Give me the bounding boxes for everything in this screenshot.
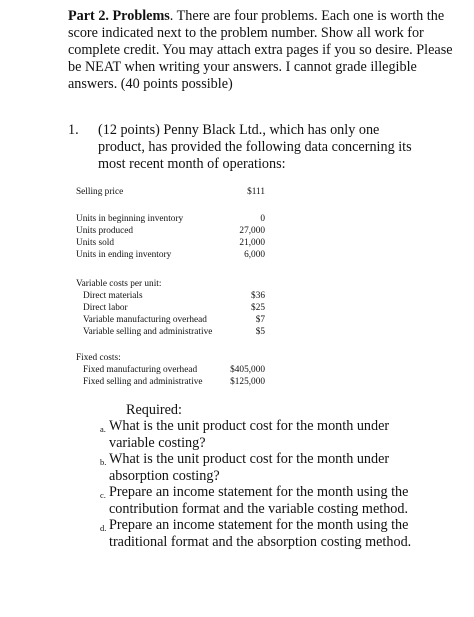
variable-mfg-overhead-label: Variable manufacturing overhead	[83, 315, 207, 325]
item-text: Prepare an income statement for the month using the contribution format and the variable costing method.	[109, 484, 409, 517]
fixed-costs-heading: Fixed costs:	[76, 353, 121, 363]
required-item	[100, 418, 420, 451]
fixed-mfg-overhead-label: Fixed manufacturing overhead	[83, 365, 198, 375]
direct-materials-value: $36	[251, 291, 265, 301]
selling-price-label: Selling price	[76, 187, 124, 197]
item-marker: c.	[100, 490, 106, 500]
item-text: What is the unit product cost for the month under variable costing?	[109, 418, 390, 451]
direct-materials-label: Direct materials	[83, 291, 143, 301]
required-heading: Required:	[126, 402, 182, 418]
problem-statement: (12 points) Penny Black Ltd., which has only one product, has provided the following data concerning its most recent month of operations:	[98, 122, 412, 172]
variable-sga-value: $5	[255, 327, 265, 337]
direct-labor-label: Direct labor	[83, 303, 128, 313]
part-heading: Part 2. Problems	[68, 8, 170, 24]
units-produced-label: Units produced	[76, 226, 134, 236]
variable-mfg-overhead-value: $7	[255, 315, 265, 325]
fixed-sga-label: Fixed selling and administrative	[83, 377, 203, 387]
problem-number: 1.	[68, 122, 79, 138]
item-text: Prepare an income statement for the month using the traditional format and the absorption costing method.	[109, 517, 412, 550]
units-ending-value: 6,000	[244, 250, 265, 260]
units-beginning-value: 0	[260, 214, 265, 224]
required-item	[100, 484, 420, 517]
item-marker: a.	[100, 424, 106, 434]
selling-price-value: $111	[247, 187, 265, 197]
direct-labor-value: $25	[251, 303, 265, 313]
item-marker: b.	[100, 457, 107, 467]
item-marker: d.	[100, 523, 107, 533]
variable-costs-heading: Variable costs per unit:	[76, 279, 162, 289]
fixed-mfg-overhead-value: $405,000	[230, 365, 265, 375]
fixed-sga-value: $125,000	[230, 377, 265, 387]
units-produced-value: 27,000	[239, 226, 265, 236]
item-text: What is the unit product cost for the month under absorption costing?	[109, 451, 390, 484]
required-item	[100, 517, 420, 550]
instructions-paragraph	[68, 8, 468, 93]
units-sold-label: Units sold	[76, 238, 114, 248]
required-item	[100, 451, 420, 484]
required-list	[100, 418, 420, 550]
units-beginning-label: Units in beginning inventory	[76, 214, 184, 224]
units-sold-value: 21,000	[239, 238, 265, 248]
instructions-text: . There are four problems. Each one is worth the score indicated next to the problem number. Show all work for complete credit. You may attach extra pages if you so desire. Please be NEAT when writing your answers. I cannot grade illegible answers. (40 points possible)	[68, 8, 453, 92]
units-ending-label: Units in ending inventory	[76, 250, 172, 260]
variable-sga-label: Variable selling and administrative	[83, 327, 213, 337]
